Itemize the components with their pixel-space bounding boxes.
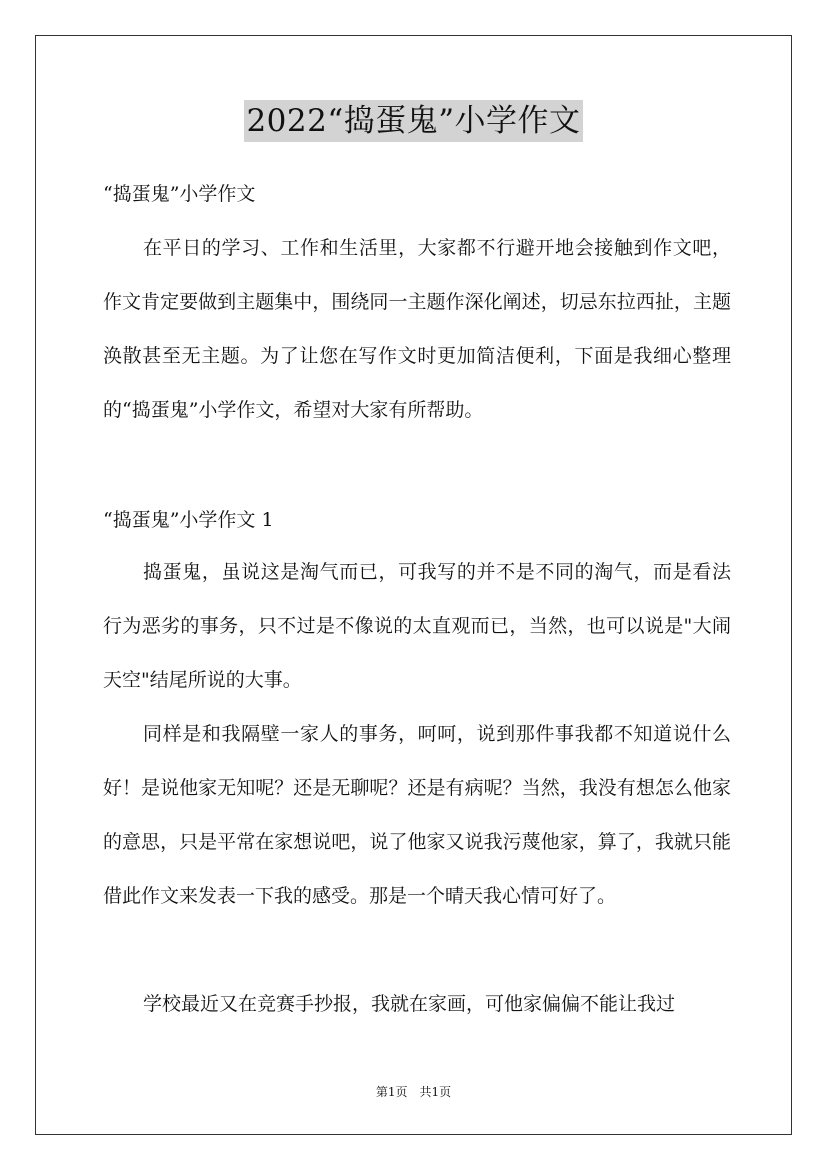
page-footer: 第1页 共1页 [375,1085,452,1099]
intro-paragraph: 在平日的学习、工作和生活里，大家都不行避开地会接触到作文吧，作文肯定要做到主题集中，围绕同一主题作深化阐述，切忌东拉西扯，主题涣散甚至无主题。为了让您在写作文时更加简洁便利，下面是我细心整理的“捣蛋鬼”小学作文，希望对大家有所帮助。 [103,237,731,421]
subheading: “捣蛋鬼”小学作文 [103,183,256,205]
body-paragraph-1: 捣蛋鬼，虽说这是淘气而已，可我写的并不是不同的淘气，而是看法行为恶劣的事务，只不过是不像说的太直观而已，当然，也可以说是"大闹天空"结尾所说的大事。 [103,561,731,691]
document-title: 2022“捣蛋鬼”小学作文 [244,100,582,142]
section-heading-1: “捣蛋鬼”小学作文 1 [103,509,274,531]
body-paragraph-2: 同样是和我隔壁一家人的事务，呵呵，说到那件事我都不知道说什么好！是说他家无知呢？还是无聊呢？还是有病呢？当然，我没有想怎么他家的意思，只是平常在家想说吧，说了他家又说我污蔑他家，算了，我就只能借此作文来发表一下我的感受。那是一个晴天我心情可好了。 [103,723,731,907]
body-paragraph-3: 学校最近又在竞赛手抄报，我就在家画，可他家偏偏不能让我过 [143,993,676,1015]
title-container [0,100,827,142]
